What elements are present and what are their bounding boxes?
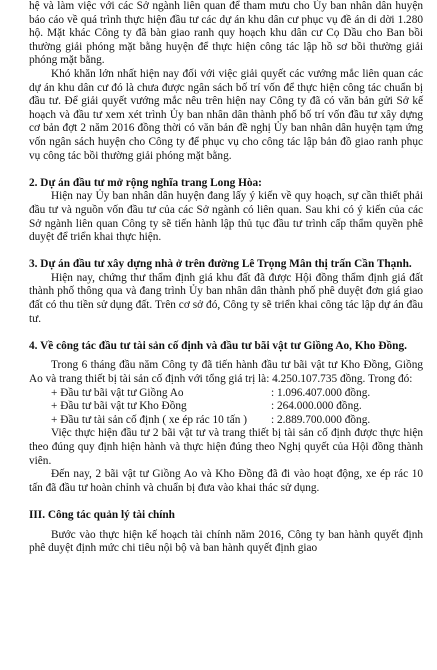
paragraph-section-2: Hiện nay Ủy ban nhân dân huyện đang lấy ý kiến về quy hoạch, sự cần thiết phải đầu tư và nguồn vốn đầu tư của các Sở ngành có liên quan. Sau khi có ý kiến của các Sở ngành liên quan Công ty sẽ tiến hành lập thủ tục đầu tư trình cấp thẩm quyền phê duyệt để triển khai thực hiện. xyxy=(29,190,423,244)
investment-item-label: + Đầu tư tài sản cố định ( xe ép rác 10 tấn ) xyxy=(51,413,248,426)
investment-item-value: : 264.000.000 đồng. xyxy=(271,400,362,413)
paragraph-difficulties: Khó khăn lớn nhất hiện nay đối với việc giải quyết các vướng mắc liên quan các dự án khu dân cư đó là chưa được ngân sách bố trí vốn để thực hiện công tác chuẩn bị đầu tư. Để giải quyết vướng mắc nêu trên hiện nay Công ty đã có văn bản gửi Sở kế hoạch và đầu tư xem xét trình Ủy ban nhân dân thành phố bố trí vốn đầu tư xây dựng cơ bản đợt 2 năm 2016 đồng thời có văn bản đề nghị Ủy ban nhân dân huyện tạm ứng vốn ngân sách huyện cho Công ty để phục vụ cho công tác lập bản đồ giao ranh phục vụ công tác bồi thường giải phóng mặt bằng. xyxy=(29,67,423,162)
paragraph-continuation: hệ và làm việc với các Sở ngành liên quan để tham mưu cho Ủy ban nhân dân huyện báo cáo về quá trình thực hiện đầu tư các dự án khu dân cư phục vụ đề án di dời 1.280 hộ. Mặt khác Công ty đã bàn giao ranh quy hoạch khu dân cư Cọ Dầu cho Ban bồi thường giải phóng mặt bằng huyện để thực hiện công tác lập hồ sơ bồi thường giải phóng mặt bằng. xyxy=(29,0,423,67)
paragraph-section-4-status: Đến nay, 2 bãi vật tư Giồng Ao và Kho Đồng đã đi vào hoạt động, xe ép rác 10 tấn đã đầu tư hoàn chỉnh và chuẩn bị đưa vào khai thác sử dụng. xyxy=(29,468,423,494)
investment-item xyxy=(29,387,423,401)
heading-section-III: III. Công tác quản lý tài chính xyxy=(29,508,175,521)
paragraph-section-4-intro: Trong 6 tháng đầu năm Công ty đã tiến hành đầu tư bãi vật tư Kho Đồng, Giồng Ao và trang thiết bị tài sản cố định với tổng giá trị là: 4.250.107.735 đồng. Trong đó: xyxy=(29,359,423,386)
heading-section-2: 2. Dự án đầu tư mở rộng nghĩa trang Long Hòa: xyxy=(29,176,262,189)
heading-section-3: 3. Dự án đầu tư xây dựng nhà ở trên đường Lê Trọng Mân thị trấn Cần Thạnh. xyxy=(29,258,412,271)
investment-item-value: : 1.096.407.000 đồng. xyxy=(271,386,371,399)
paragraph-section-3: Hiện nay, chứng thư thẩm định giá khu đất đã được Hội đồng thẩm định giá đất thành phố thông qua và đang trình Ủy ban nhân dân thành phố phê duyệt đơn giá giao đất có thu tiền sử dụng đất. Trên cơ sở đó, Công ty sẽ triển khai công tác lập dự án đầu tư. xyxy=(29,271,423,325)
investment-item-label: + Đầu tư bãi vật tư Kho Đồng xyxy=(51,400,187,413)
investment-item-label: + Đầu tư bãi vật tư Giồng Ao xyxy=(51,386,184,399)
investment-item-value: : 2.889.700.000 đồng. xyxy=(271,413,371,426)
heading-section-4: 4. Về công tác đầu tư tài sản cố định và đầu tư bãi vật tư Giồng Ao, Kho Đồng. xyxy=(29,339,407,352)
investment-item xyxy=(29,414,423,428)
investment-item xyxy=(29,400,423,414)
paragraph-section-III: Bước vào thực hiện kế hoạch tài chính năm 2016, Công ty ban hành quyết định phê duyệt định mức chi tiêu nội bộ và ban hành quyết định giao xyxy=(29,528,423,555)
paragraph-section-4-compliance: Việc thực hiện đầu tư 2 bãi vật tư và trang thiết bị tài sản cố định được thực hiện theo đúng quy định hiện hành và thực hiện đúng theo Nghị quyết của Hội đồng thành viên. xyxy=(29,427,423,467)
